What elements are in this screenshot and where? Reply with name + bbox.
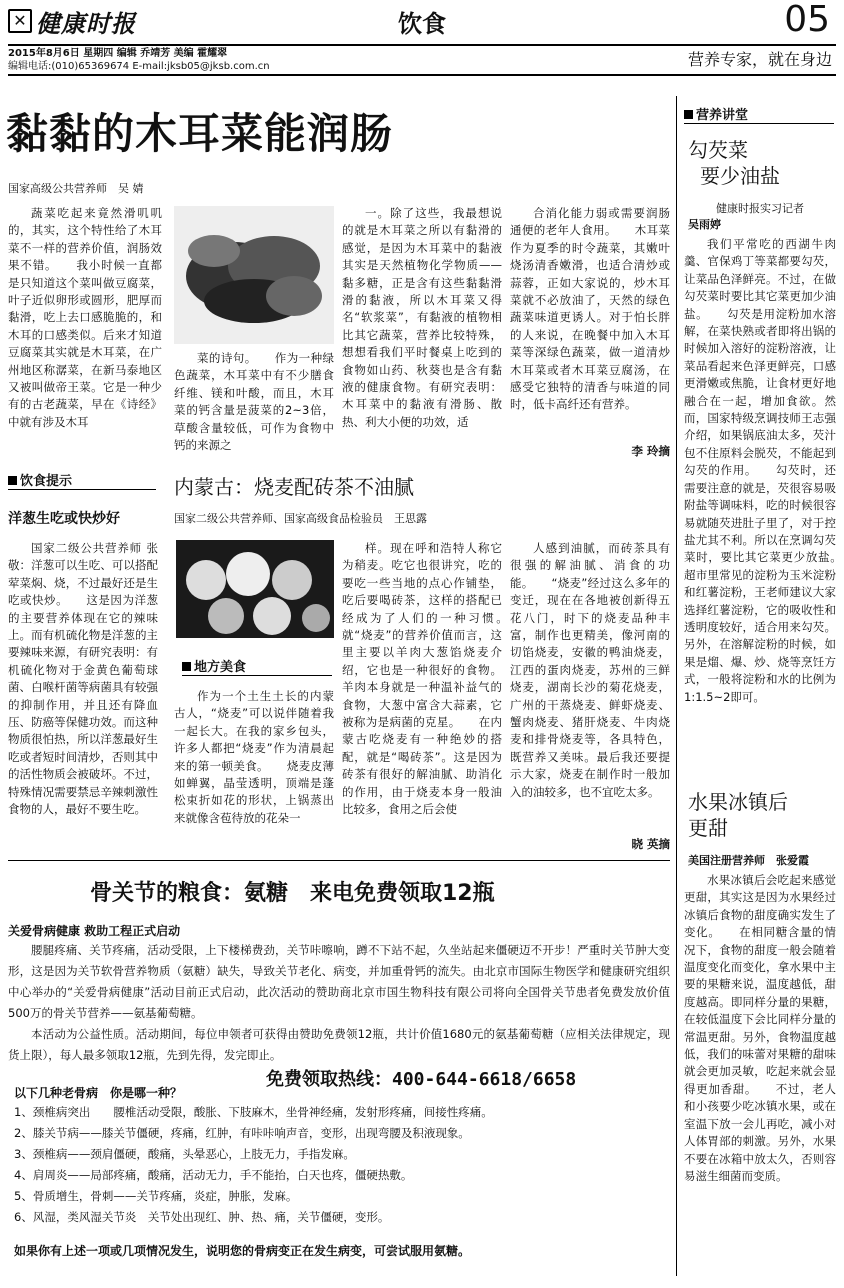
shaomai-image (176, 540, 334, 638)
main-article-photo (174, 206, 334, 344)
right-a1-byline-2: 吴雨婷 (688, 218, 721, 231)
ad-list-item: 1、颈椎病突出 腰椎活动受限，酸胀、下肢麻木，坐骨神经痛，发射形疼痛，间接性疼痛。 (14, 1105, 493, 1119)
main-article-signature: 李 玲摘 (631, 444, 670, 458)
tip-section-label (8, 470, 156, 490)
date-line: 2015年8月6日 星期四 编辑 乔靖芳 美编 霍耀翠 (8, 48, 228, 59)
main-article-title: 黏黏的木耳菜能润肠 (6, 109, 394, 158)
nutrition-section-label (684, 104, 834, 124)
second-article-col3: 人感到油腻，而砖茶具有很强的解油腻、消食的功能。 “烧麦”经过这么多年的变迁，现在在各地被创新得五花八门，时下的烧麦品种丰富，制作也更精美，像河南的切馅烧麦，安徽的鸭油烧麦，江西的蛋肉烧麦，苏州的三鲜烧麦，湖南长沙的菊花烧麦，广州的干蒸烧麦、鲜虾烧麦、蟹肉烧麦、猪肝烧麦、牛肉烧麦和排骨烧麦等，各具特色，既营养又美味。最后我还要提示大家，烧麦在制作时一般加入的油较多，也不宜吃太多。 (510, 541, 670, 799)
nutrition-section-text: 营养讲堂 (696, 108, 749, 123)
masthead-rule-top (8, 44, 836, 46)
right-a2-body: 水果冰镇后会吃起来感觉更甜，其实这是因为水果经过冰镇后食物的甜度确实发生了变化。 在相同糖含量的情况下，食物的甜度一般会随着温度变化而变化，拿水果中主要的果糖来说，温度越低，甜度越高。即同样分量的果糖，在较低温度下会比同样分量的常温更甜。另外，食物温度越低，我们的味蕾对果糖的甜味就会更加灵敏，吃起来就会显得更加香甜。 不过，老人和小孩要少吃冰镇水果，或在室温下放一会儿再吃，减小对人体胃部的刺激。另外，水果不要在冰箱中放太久，否则容易滋生细菌而变质。 (684, 873, 836, 1183)
square-bullet-icon (8, 476, 17, 485)
second-article-col3-wrap (510, 540, 670, 853)
masthead (0, 0, 844, 80)
right-a1-title-1: 勾芡菜 (688, 138, 748, 162)
slogan: 营养专家，就在身边 (687, 50, 832, 69)
ad-paragraph-2: 本活动为公益性质。活动期间，每位申领者可获得由赞助免费领12瓶，共计价值1680元的氨基葡萄糖（应相关法律规定，现货上限），每人最多领取12瓶，先到先得，发完即止。 (8, 1027, 670, 1062)
masthead-rule-bottom (8, 74, 836, 76)
ad-hotline: 免费领取热线：400-644-6618/6658 (266, 1069, 577, 1090)
tip-section-text: 饮食提示 (20, 474, 73, 489)
second-article-col1: 作为一个土生土长的内蒙古人，“烧麦”可以说伴随着我一起长大。在我的家乡包头，许多人都把“烧麦”作为清晨起来的第一顿美食。 烧麦皮薄如蝉翼，晶莹透明，顶端是蓬松束折如花的形状，上锅蒸出来就像含苞待放的花朵一 (174, 689, 334, 825)
main-article-col3: 一。除了这些，我最想说的就是木耳菜之所以有黏滑的感觉，是因为木耳菜中的黏液其实是天然植物化学物质——黏多糖，正是含有这些黏黏滑滑的黏液，所以木耳菜又得名“软浆菜”，有黏液的植物相比其它蔬菜，营养比较特殊，想想看我们平时餐桌上吃到的食物如山药、秋葵也是含有黏液的健康食物。有研究表明：木耳菜中的黏液有滑肠、散热、利大小便的功效，适 (342, 206, 502, 429)
tip-title: 洋葱生吃或快炒好 (8, 511, 120, 527)
right-a1-byline-1: 健康时报实习记者 (716, 202, 804, 215)
tip-body: 国家二级公共营养师 张敬：洋葱可以生吃、可以搭配荤菜焖、烧，不过最好还是生吃或快炒。 这是因为洋葱的主要营养体现在它的辣味上。而有机硫化物是洋葱的主要辣味来源，有研究表明：有机硫化物对于金黄色葡萄球菌、白喉杆菌等病菌具有较强的抑制作用，并且还有降血压、防癌等保健功效。而这种物质很怕热，所以洋葱最好生吃或者短时间清炒，否则其中的活性物质会被破坏。不过，特殊情况需要禁忌辛辣刺激性食物的人，最好不要生吃。 (8, 541, 158, 817)
logo-text: 健康时报 (36, 9, 136, 38)
ad-list-item: 3、颈椎病——颈肩僵硬，酸痛，头晕恶心，上肢无力，手指发麻。 (14, 1147, 355, 1161)
ad-list (14, 1102, 670, 1228)
column-divider (676, 96, 677, 1276)
right-a1-title-2: 要少油盐 (700, 164, 780, 188)
contact-line: 编辑电话:(010)65369674 E-mail:jksb05@jksb.com.cn (8, 61, 270, 72)
second-article-photo (176, 540, 334, 638)
main-article-col2: 菜的诗句。 作为一种绿色蔬菜，木耳菜中有不少膳食纤维、镁和叶酸，而且，木耳菜的钙含量是菠菜的2~3倍，草酸含量较低，可作为食物中钙的来源之 (174, 351, 334, 453)
ad-top-rule (8, 860, 670, 861)
right-a2-title-1: 水果冰镇后 (688, 790, 788, 814)
greens-image (174, 206, 334, 344)
section-title: 饮食 (398, 10, 446, 38)
ad-subhead: 关爱骨病健康 救助工程正式启动 (8, 924, 181, 938)
local-food-label (182, 656, 332, 676)
square-bullet-icon (684, 110, 693, 119)
right-a2-byline: 美国注册营养师 张爱霞 (688, 854, 809, 867)
ad-list-item: 4、肩周炎——局部疼痛，酸痛，活动无力，手不能抬，白天也疼，僵硬热敷。 (14, 1168, 413, 1182)
second-article-byline: 国家二级公共营养师、国家高级食品检验员 王思露 (174, 512, 427, 525)
ad-list-title: 以下几种老骨病 你是哪一种？ (14, 1086, 183, 1100)
ad-list-item: 2、膝关节病——膝关节僵硬，疼痛，红肿，有咔咔响声音，变形，出现弯腰及积液现象。 (14, 1126, 470, 1140)
ad-list-item: 5、骨质增生，骨刺——关节疼痛，炎症，肿胀，发麻。 (14, 1189, 298, 1203)
main-article-col4: 合消化能力弱或需要润肠通便的老年人食用。 木耳菜作为夏季的时令蔬菜，其嫩叶烧汤清香嫩滑，也适合清炒或蒜蓉，正如大家说的，炒木耳菜就不必放油了，天然的绿色蔬菜味道更诱人。对于怕长胖的人来说，在晚餐中加入木耳菜等深绿色蔬菜，做一道清炒木耳菜或者木耳菜豆腐汤，在感受它独特的清香与味道的同时，低卡高纤还有营养。 (510, 206, 670, 412)
square-bullet-icon (182, 662, 191, 671)
ad-list-item: 6、风湿，类风湿关节炎 关节处出现红、肿、热、痛，关节僵硬，变形。 (14, 1210, 390, 1224)
logo (8, 4, 148, 38)
page-number: 05 (784, 0, 830, 40)
second-article-col2: 样。现在呼和浩特人称它为稍麦。吃它也很讲究，吃的要吃一些当地的点心作铺垫，吃后要喝砖茶，这样的搭配已经成为了人们的一种习惯。 就“烧麦”的营养价值而言，这里主要以羊肉大葱馅烧麦介绍，它也是一种很好的食物。羊肉本身就是一种温补益气的食物，大葱中富含大蒜素，它被称为是病菌的克星。 在内蒙古吃烧麦有一种绝妙的搭配，就是“喝砖茶”。这是因为砖茶有很好的解油腻、助消化的作用，由于烧麦本身一般油比较多，食用之后会使 (342, 541, 502, 817)
main-article-col4-wrap (510, 205, 670, 460)
main-article-byline: 国家高级公共营养师 吴 婧 (8, 182, 144, 195)
right-a2-title-2: 更甜 (688, 816, 728, 840)
second-article-title: 内蒙古：烧麦配砖茶不油腻 (174, 475, 414, 499)
logo-mark-icon: ✕ (8, 9, 32, 33)
main-article-col1: 蔬菜吃起来竟然滑叽叽的，其实，这个特性给了木耳菜不一样的营养价值，润肠效果不错。 我小时候一直都是只知道这个菜叫做豆腐菜，叶子近似卵形或圆形，肥厚而黏滑，吃上去口感脆脆的，和木耳的口感类似。后来才知道豆腐菜其实就是木耳菜，在广州地区称潺菜，在新马泰地区又被叫做帝王菜。它是一种少有的古老蔬菜，早在《诗经》中就有涉及木耳 (8, 206, 162, 429)
right-a1-body: 我们平常吃的西湖牛肉羹、官保鸡丁等菜都要勾芡，让菜品色泽鲜亮。不过，在做勾芡菜时要比其它菜更加少油盐。 勾芡是用淀粉加水溶解，在菜快熟或者即将出锅的时候加入溶好的淀粉溶液，让菜品看起来色泽更鲜亮，口感更滑嫩或焦脆，让食材更好地融合在一起，增加食欲。然而，国家特级烹调技师王志强介绍，如果锅底油太多，芡汁包不住原料会脱芡，不能起到勾芡的作用。 勾芡时，还需要注意的就是，芡很容易吸附盐等调味料，吃的时候很容易就随芡进肚子里了，对于控盐尤其不利。所以在烹调勾芡菜时，要比其它菜更少放盐。 超市里常见的淀粉为玉米淀粉和红薯淀粉，王老师建议大家选择红薯淀粉，它的吸收性和透明度较好，适合用来勾芡。另外，在溶解淀粉的时候，如果是熘、爆、炒、烧等烹饪方式，一般将淀粉和水的比例为1:1.5~2即可。 (684, 237, 836, 704)
ad-paragraph-1: 腰腿疼痛、关节疼痛，活动受限，上下楼梯费劲，关节咔嚓响，蹲不下站不起，久坐站起来僵硬迈不开步！严重时关节肿大变形，这是因为关节软骨营养物质（氨糖）缺失，导致关节老化、病变，并加重骨钙的流失。由北京市国际生物医学和健康研究组织中心举办的“关爱骨病健康”活动目前正式启动，此次活动的赞助商北京市国生物科技有限公司将向全国骨关节患者免费发放价值500万的骨关节营养——氨基葡萄糖。 (8, 943, 670, 1020)
second-article-signature: 晓 英摘 (631, 837, 670, 851)
ad-headline: 骨关节的粮食：氨糖 来电免费领取12瓶 (90, 881, 495, 906)
local-food-text: 地方美食 (194, 660, 247, 675)
ad-footer: 如果你有上述一项或几项情况发生，说明您的骨病变正在发生病变，可尝试服用氨糖。 (14, 1244, 471, 1258)
